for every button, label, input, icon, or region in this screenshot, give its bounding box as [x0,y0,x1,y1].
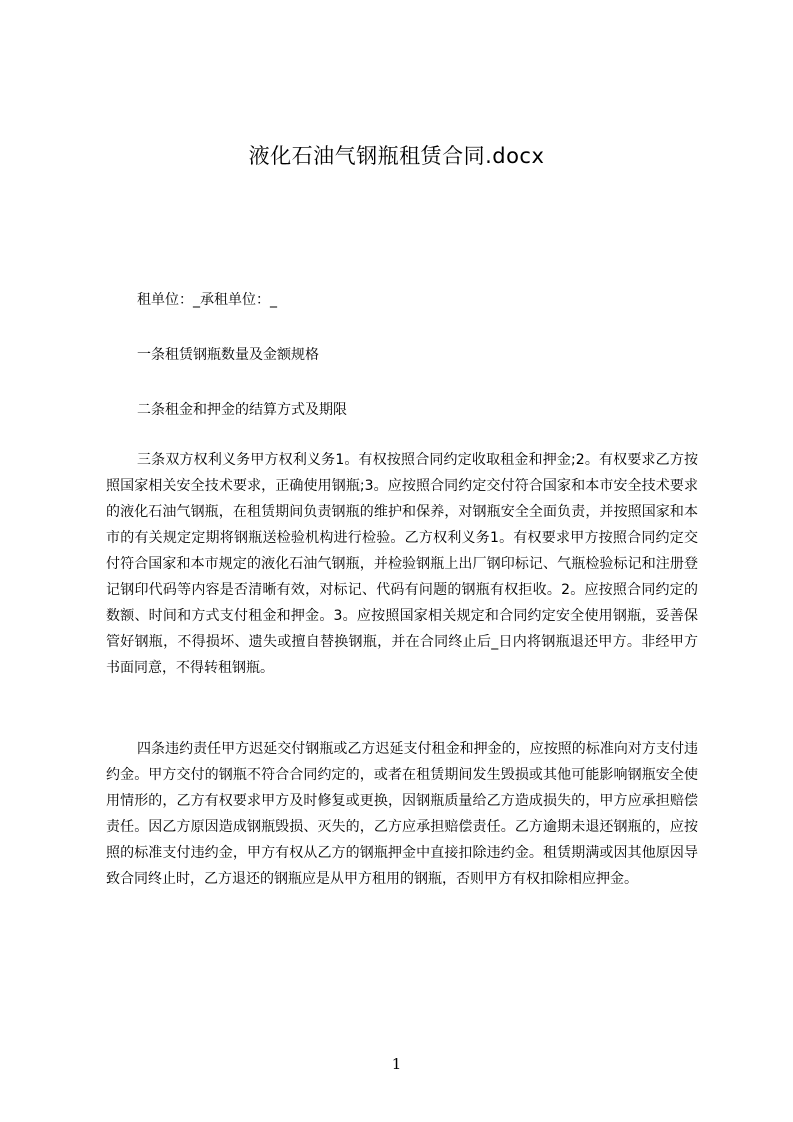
parties-line: 租单位：_承租单位：_ [137,292,277,308]
clause-2-heading: 二条租金和押金的结算方式及期限 [137,402,347,418]
document-title: 液化石油气钢瓶租赁合同.docx [248,144,545,168]
page-number: 1 [391,1055,402,1073]
clause-4-paragraph: 四条违约责任甲方迟延交付钢瓶或乙方迟延支付租金和押金的，应按照的标准向对方支付违约金。甲方交付的钢瓶不符合合同约定的，或者在租赁期间发生毁损或其他可能影响钢瓶安全使用情形的，乙方有权要求甲方及时修复或更换，因钢瓶质量给乙方造成损失的，甲方应承担赔偿责任。因乙方原因造成钢瓶毁损、灭失的，乙方应承担赔偿责任。乙方逾期未退还钢瓶的，应按照的标准支付违约金，甲方有权从乙方的钢瓶押金中直接扣除违约金。租赁期满或因其他原因导致合同终止时，乙方退还的钢瓶应是从甲方租用的钢瓶，否则甲方有权扣除相应押金。 [106,741,698,887]
clause-3-paragraph: 三条双方权利义务甲方权利义务1。有权按照合同约定收取租金和押金;2。有权要求乙方按照国家相关安全技术要求，正确使用钢瓶;3。应按照合同约定交付符合国家和本市安全技术要求的液化石油气钢瓶，在租赁期间负责钢瓶的维护和保养，对钢瓶安全全面负责，并按照国家和本市的有关规定定期将钢瓶送检验机构进行检验。乙方权利义务1。有权要求甲方按照合同约定交付符合国家和本市规定的液化石油气钢瓶，并检验钢瓶上出厂钢印标记、气瓶检验标记和注册登记钢印代码等内容是否清晰有效，对标记、代码有问题的钢瓶有权拒收。2。应按照合同约定的数额、时间和方式支付租金和押金。3。应按照国家相关规定和合同约定安全使用钢瓶，妥善保管好钢瓶，不得损坏、遗失或擅自替换钢瓶，并在合同终止后_日内将钢瓶退还甲方。非经甲方书面同意，不得转租钢瓶。 [106,452,698,676]
clause-1-heading: 一条租赁钢瓶数量及金额规格 [137,347,319,363]
